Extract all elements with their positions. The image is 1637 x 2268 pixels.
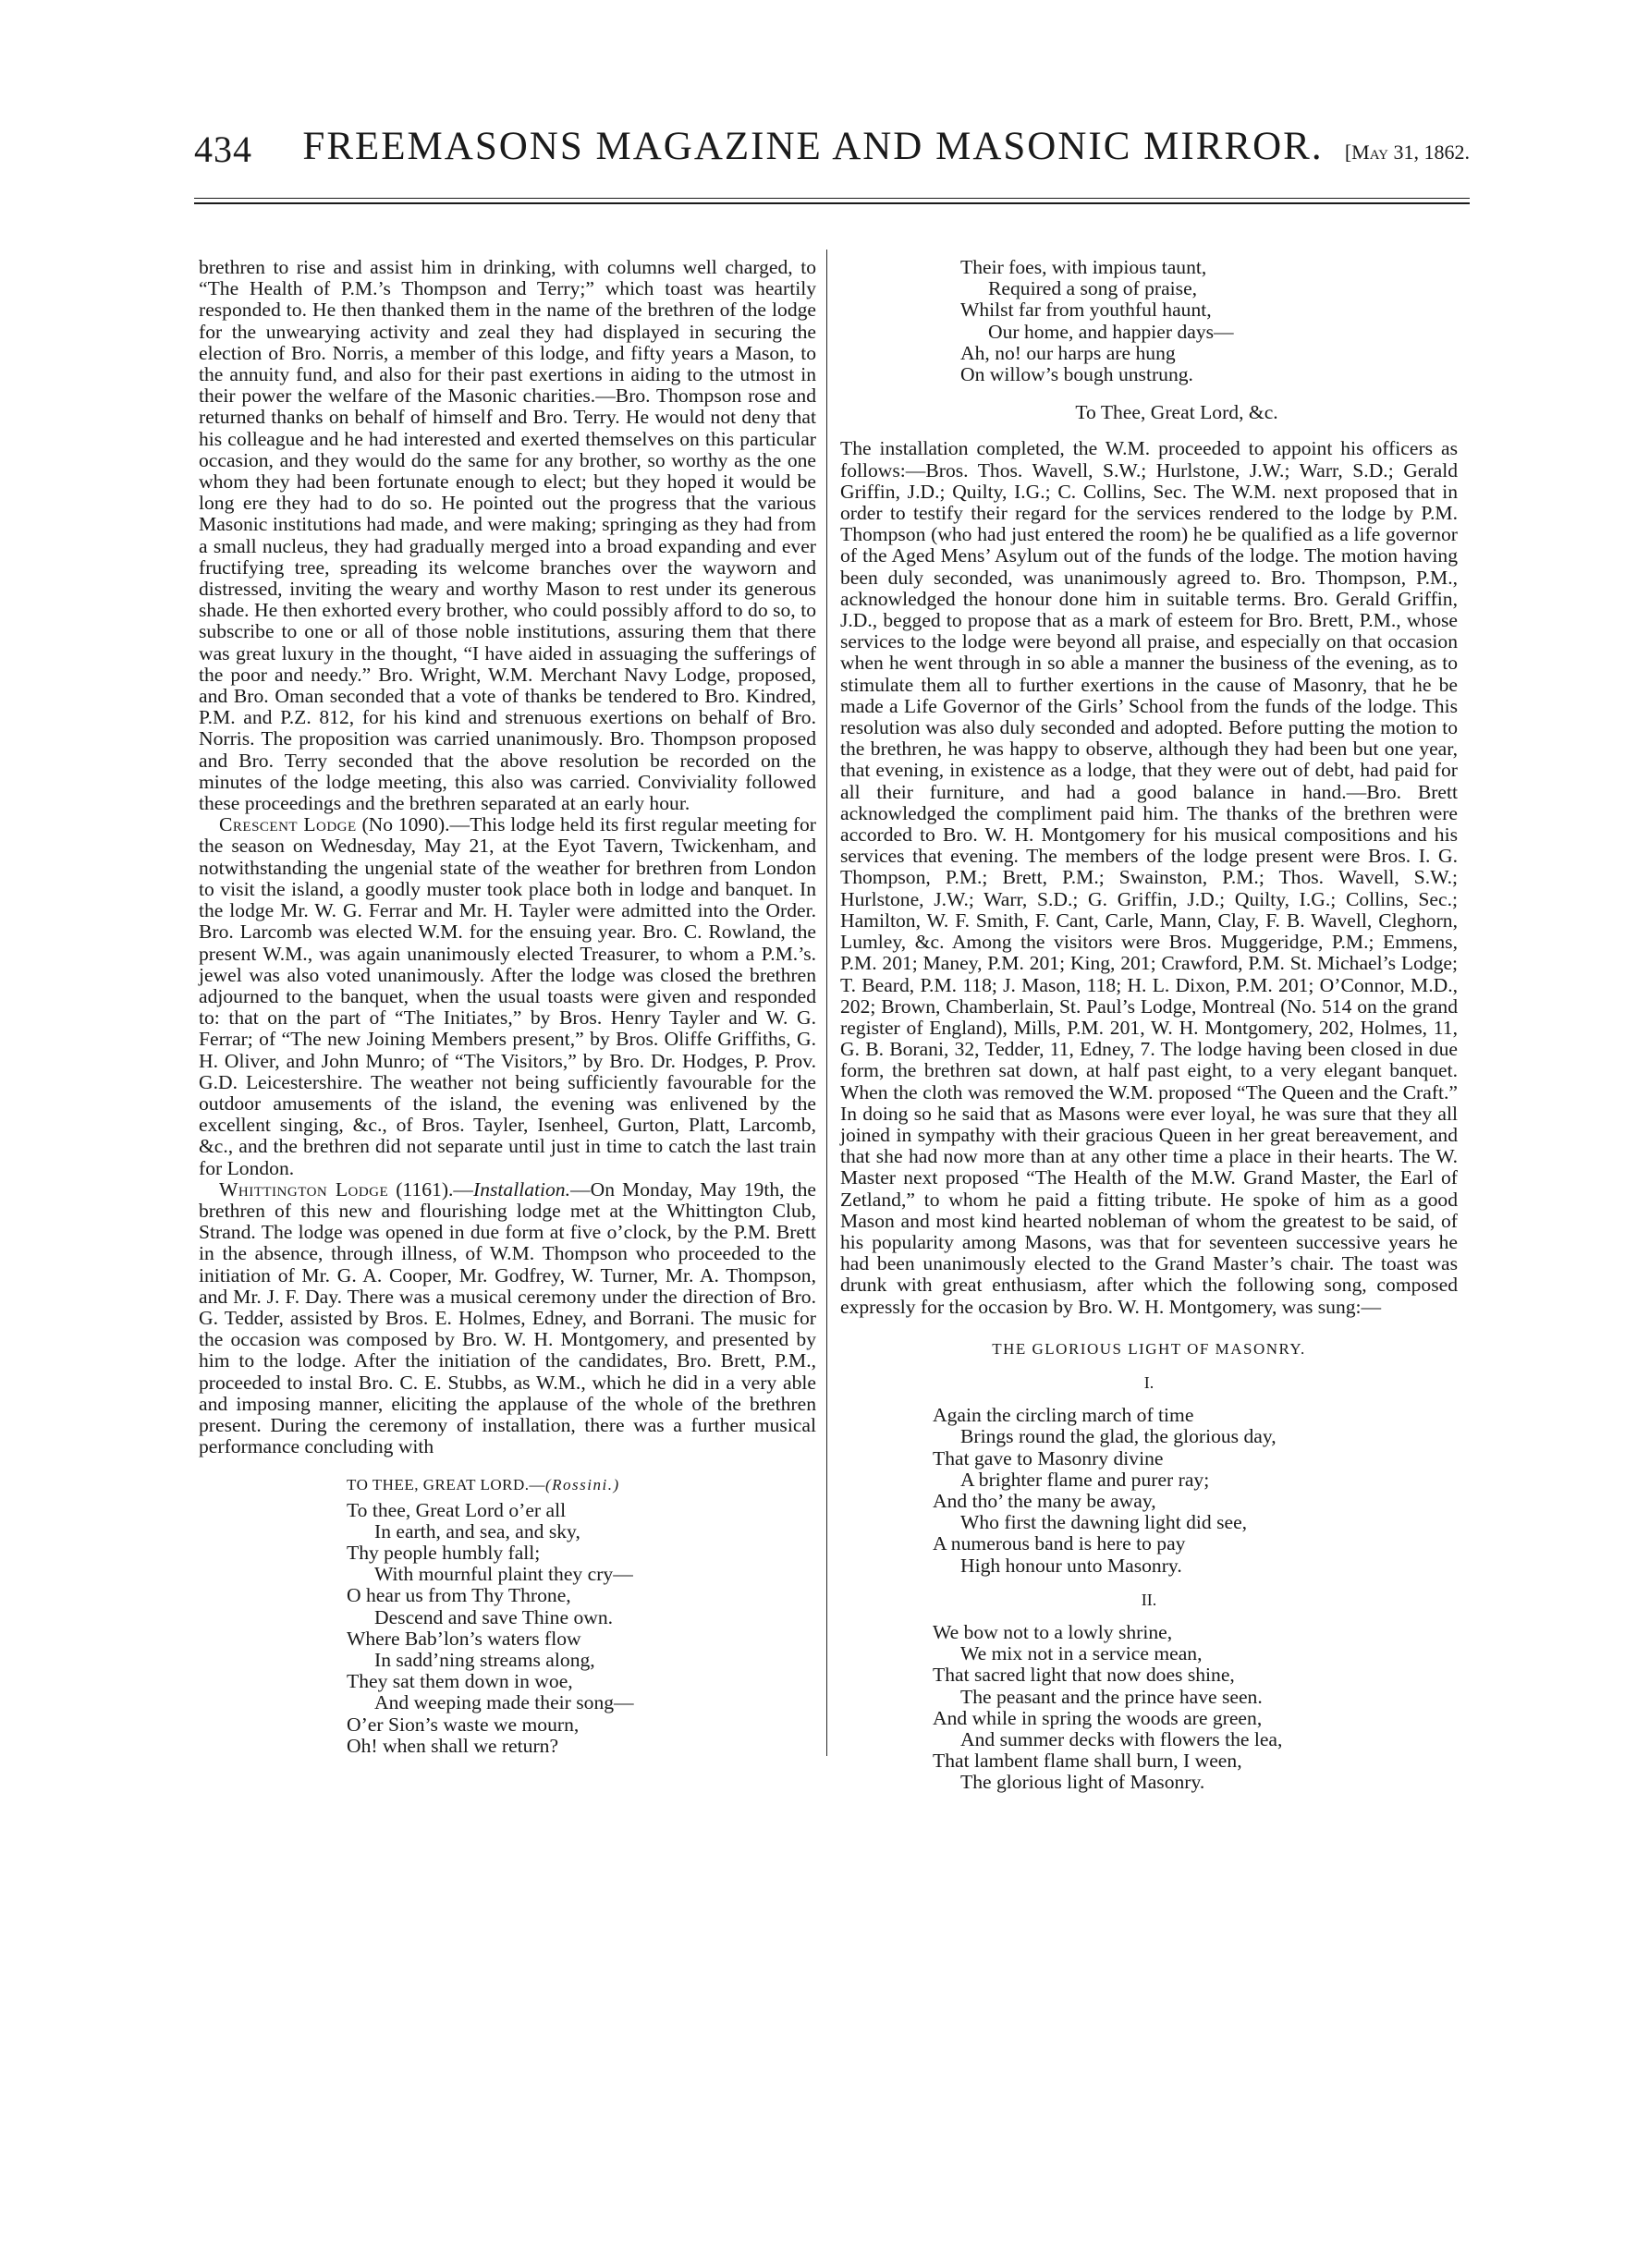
verse-line: That lambent flame shall burn, I ween, <box>933 1750 1242 1773</box>
page-number: 434 <box>194 128 252 170</box>
verse-line: Our home, and happier days— <box>988 320 1234 343</box>
article-paragraph-crescent-lodge <box>199 814 816 1178</box>
magazine-title: FREEMASONS MAGAZINE AND MASONIC MIRROR. <box>302 125 1324 168</box>
header-rule-thin <box>194 198 1470 199</box>
verse-line: That sacred light that now does shine, <box>933 1664 1235 1687</box>
lodge-number: (1161).— <box>388 1177 474 1201</box>
section-label: Installation. <box>473 1177 570 1201</box>
verse-line: We mix not in a service mean, <box>960 1642 1203 1665</box>
article-paragraph: brethren to rise and assist him in drinking, with columns well charged, to “The Health of P.M.’s Thompson and Terry;” which toast was heartily responded to. He then thanked them in the name of the brethren of the lodge for the unwearying activity and zeal they had displayed in securing the election of Bro. Norris, a member of this lodge, and fifty years a Mason, to the annuity fund, and also for their past exertions in aiding to the utmost in their power the welfare of the Masonic charities.—Bro. Thompson rose and returned thanks on behalf of himself and Bro. Terry. He would not deny that his colleague and he had interested and exerted themselves on this particular occasion, and they would do the same for any brother, so worthy as the one whom they had been fortunate enough to elect; but they hoped it would be long ere they had to do so. He pointed out the progress that the various Masonic institutions had made, and were making; springing as they had from a small nucleus, they had gradually merged into a broad expanding and ever fructifying tree, spreading its welcome branches over the wayworn and distressed, inviting the weary and worthy Mason to rest under its generous shade. He then exhorted every brother, who could possibly afford to do so, to subscribe to one or all of those noble institutions, assuring them that there was great luxury in the thought, “I have aided in assuaging the sufferings of the poor and needy.” Bro. Wright, W.M. Merchant Navy Lodge, proposed, and Bro. Oman seconded that a vote of thanks be tendered to Bro. Kindred, P.M. and P.Z. 812, for his kind and strenuous exertions on behalf of Bro. Norris. The proposition was carried unanimously. Bro. Thompson proposed and Bro. Terry seconded that the above resolution be recorded on the minutes of the lodge meeting, this also was carried. Conviviality followed these proceedings and the brethren separated at an early hour. <box>199 256 816 815</box>
article-paragraph: The installation completed, the W.M. proceeded to appoint his officers as follows:—Bros. Thos. Wavell, S.W.; Hurlstone, J.W.; Warr, S.D.; Gerald Griffin, J.D.; Quilty, I.G.; C. Collins, Sec. The W.M. next proposed that in order to testify their regard for the services rendered to the lodge by P.M. Thompson (who had just entered the room) he be qualified as a life governor of the Aged Mens’ Asylum out of the funds of the lodge. The motion having been duly seconded, was unanimously agreed to. Bro. Thompson, P.M., acknowledged the honour done him in suitable terms. Bro. Gerald Griffin, J.D., begged to propose that as a mark of esteem for Bro. Brett, P.M., whose services to the lodge were beyond all praise, and especially on that occasion when he went through in so able a manner the business of the evening, as to stimulate them all to further exertions in the cause of Masonry, that he be made a Life Governor of the Girls’ School from the funds of the lodge. This resolution was also duly seconded and adopted. Before putting the motion to the brethren, he was happy to observe, although they had been but one year, that evening, in existence as a lodge, that they were out of debt, had paid for all their furniture, and had a good balance in hand.—Bro. Brett acknowledged the compliment paid him. The thanks of the brethren were accorded to Bro. W. H. Montgomery for his musical compositions and his services that evening. The members of the lodge present were Bros. I. G. Thompson, P.M.; Brett, P.M.; Swainston, P.M.; Thos. Wavell, S.W.; Hurlstone, J.W.; Warr, S.D.; G. Griffin, J.D.; Quilty, I.G.; Collins, Sec.; Hamilton, W. F. Smith, F. Cant, Carle, Mann, Clay, F. B. Wavell, Cleghorn, Lumley, &c. Among the visitors were Bros. Muggeridge, P.M.; Emmens, P.M. 201; Maney, P.M. 201; King, 201; Crawford, P.M. St. Michael’s Lodge; T. Beard, P.M. 118; J. Mason, 118; H. L. Dixon, P.M. 201; O’Connor, M.D., 202; Brown, Chamberlain, St. Paul’s Lodge, Montreal (No. 514 on the grand register of England), Mills, P.M. 201, W. H. Montgomery, 202, Holmes, 11, G. B. Borani, 32, Tedder, 11, Edney, 7. The lodge having been closed in due form, the brethren sat down, at half past eight, to a very elegant banquet. When the cloth was removed the W.M. proposed “The Queen and the Craft.” In doing so he said that as Masons were ever loyal, he was sure that they all joined in sympathy with their gracious Queen in her great bereavement, and that she had now more than at any other time a place in their hearts. The W. Master next proposed “The Health of the M.W. Grand Master, the Earl of Zetland,” to whom he paid a fitting tribute. He spoke of him as a good Mason and most kind hearted nobleman of whom the greatest to be said, of his popularity among Masons, was that for seventeen successive years he had been unanimously elected to the Grand Master’s chair. The toast was drunk with great enthusiasm, after which the following song, composed expressly for the occasion by Bro. W. H. Montgomery, was sung:— <box>840 437 1458 1318</box>
verse-line: That gave to Masonry divine <box>933 1446 1164 1469</box>
verse-line: And summer decks with flowers the lea, <box>960 1728 1283 1750</box>
verse-line: And tho’ the many be away, <box>933 1489 1156 1512</box>
verse-line: Again the circling march of time <box>933 1404 1194 1427</box>
verse-line: Oh! when shall we return? <box>347 1734 559 1757</box>
verse-line: Required a song of praise, <box>988 277 1198 300</box>
left-column <box>199 257 816 1757</box>
verse-line: Descend and save Thine own. <box>374 1605 614 1628</box>
verse-line: With mournful plaint they cry— <box>374 1563 633 1586</box>
song-title: THE GLORIOUS LIGHT OF MASONRY. <box>992 1339 1306 1358</box>
verse-line: The peasant and the prince have seen. <box>960 1685 1263 1708</box>
header-rule-thick <box>194 202 1470 204</box>
hymn-verse-continued <box>840 257 1458 385</box>
verse-line: Who first the dawning light did see, <box>960 1511 1248 1534</box>
column-divider <box>826 250 827 1756</box>
verse-line: And weeping made their song— <box>374 1691 634 1714</box>
hymn-lines <box>960 257 1458 385</box>
verse-line: They sat them down in woe, <box>347 1670 573 1693</box>
song-stanza <box>840 1405 1458 1577</box>
verse-line: A numerous band is here to pay <box>933 1532 1186 1555</box>
stanza-number: I. <box>1143 1372 1154 1392</box>
paragraph-body: (No 1090).—This lodge held its first regular meeting for the season on Wednesday, May 21, at the Eyot Tavern, Twickenham, and notwithstanding the ungenial state of the weather for brethren from London to visit the island, a goodly muster took place both in lodge and banquet. In the lodge Mr. W. G. Ferrar and Mr. H. Tayler were admitted into the Order. Bro. Larcomb was elected W.M. for the ensuing year. Bro. C. Rowland, the present W.M., was again unanimously elected Treasurer, to whom a P.M.’s. jewel was also voted unanimously. After the lodge was closed the brethren adjourned to the banquet, when the usual toasts were given and responded to: that on the part of “The Initiates,” by Bros. Henry Tayler and W. G. Ferrar; of “The new Joining Members present,” by Bros. Oliffe Griffiths, G. H. Oliver, and John Munro; of “The Visitors,” by Bro. Dr. Hodges, P. Prov. G.D. Leicestershire. The weather not being sufficiently favourable for the outdoor amusements of the island, the evening was enlivened by the excellent singing, &c., of Bros. Tayler, Isenheel, Gurton, Platt, Larcomb, &c., and the brethren did not separate until just in time to catch the last train for London. <box>199 813 816 1179</box>
verse-line: Thy people humbly fall; <box>347 1541 541 1564</box>
verse-line: O hear us from Thy Throne, <box>347 1584 571 1607</box>
issue-date: [May 31, 1862. <box>1344 140 1470 164</box>
stanza-number: II. <box>1141 1590 1157 1609</box>
article-paragraph-whittington-lodge <box>199 1179 816 1458</box>
lodge-name: Crescent Lodge <box>219 813 357 836</box>
hymn-verse <box>199 1474 816 1757</box>
verse-line: In earth, and sea, and sky, <box>374 1519 580 1542</box>
verse-line: To thee, Great Lord o’er all <box>347 1498 567 1521</box>
verse-line: On willow’s bough unstrung. <box>960 363 1193 386</box>
hymn-lines <box>347 1500 816 1757</box>
verse-line: Where Bab’lon’s waters flow <box>347 1627 581 1650</box>
verse-line: A brighter flame and purer ray; <box>960 1468 1210 1491</box>
verse-line: And while in spring the woods are green, <box>933 1706 1263 1729</box>
verse-line: Ah, no! our harps are hung <box>960 341 1176 364</box>
verse-line: Their foes, with impious taunt, <box>960 256 1207 278</box>
verse-line: We bow not to a lowly shrine, <box>933 1620 1173 1643</box>
hymn-title: TO THEE, GREAT LORD.—(Rossini.) <box>347 1476 620 1494</box>
verse-line: High honour unto Masonry. <box>960 1554 1182 1577</box>
lodge-name: Whittington Lodge <box>219 1177 389 1201</box>
verse-line: In sadd’ning streams along, <box>374 1649 595 1671</box>
right-column <box>840 257 1458 1794</box>
verse-line: Whilst far from youthful haunt, <box>960 299 1212 322</box>
song-stanza <box>840 1622 1458 1794</box>
hymn-chorus: To Thee, Great Lord, &c. <box>1075 401 1278 424</box>
page-header <box>194 120 1470 185</box>
verse-line: The glorious light of Masonry. <box>960 1771 1205 1794</box>
paragraph-body: —On Monday, May 19th, the brethren of this new and flourishing lodge met at the Whittington Club, Strand. The lodge was opened in due form at five o’clock, by the P.M. Brett in the absence, through illness, of W.M. Thompson who proceeded to the initiation of Mr. G. A. Cooper, Mr. Godfrey, W. Turner, Mr. A. Thompson, and Mr. J. F. Day. There was a musical ceremony under the direction of Bro. G. Tedder, assisted by Bros. E. Holmes, Edney, and Borrani. The music for the occasion was composed by Bro. W. H. Montgomery, and presented by him to the lodge. After the initiation of the candidates, Bro. Brett, P.M., proceeded to instal Bro. C. E. Stubbs, as W.M., which he did in a very able and imposing manner, eliciting the applause of the whole of the brethren present. During the ceremony of installation, there was a further musical performance concluding with <box>199 1177 816 1458</box>
verse-line: Brings round the glad, the glorious day, <box>960 1425 1277 1448</box>
verse-line: O’er Sion’s waste we mourn, <box>347 1713 580 1736</box>
